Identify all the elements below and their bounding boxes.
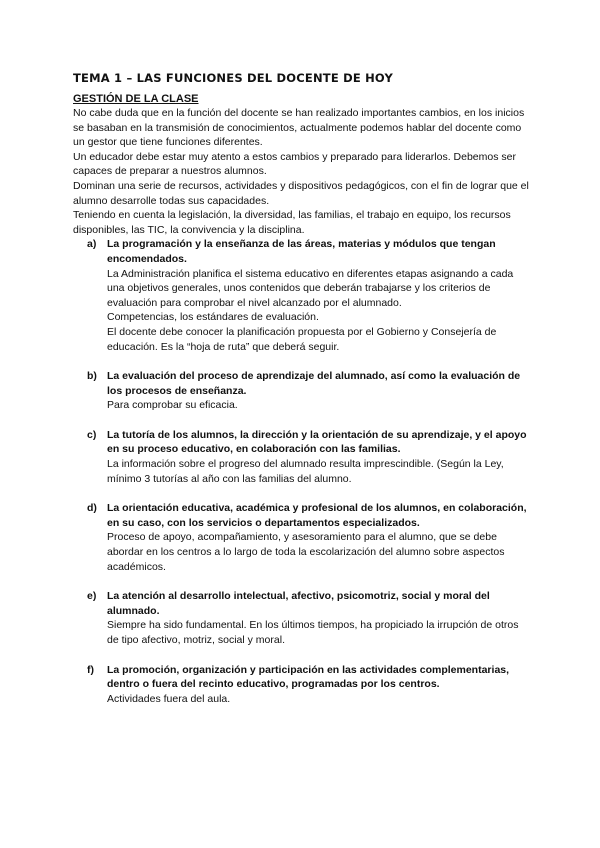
item-letter: e) (87, 590, 97, 603)
item-body: La Administración planifica el sistema educativo en diferentes etapas asignando a cada una objetivos generales, unos contenidos que deberán trabajarse y los criterios de evaluación para comprobar el nivel alcanzado por el alumnado. (107, 267, 514, 309)
item-letter: f) (87, 663, 94, 676)
intro-section (73, 106, 533, 237)
item-title: La evaluación del proceso de aprendizaje del alumnado, así como la evaluación de los procesos de enseñanza. (107, 370, 521, 397)
list-item-c (73, 428, 533, 486)
list-item-a (73, 237, 533, 354)
item-title: La orientación educativa, académica y profesional de los alumnos, en colaboración, en su caso, con los servicios o departamentos especializados. (107, 502, 527, 529)
intro-paragraph: Dominan una serie de recursos, actividades y dispositivos pedagógicos, con el fin de lograr que el alumno desarrolle todas sus capacidades. (73, 179, 529, 207)
intro-paragraph: Teniendo en cuenta la legislación, la diversidad, las familias, el trabajo en equipo, los recursos disponibles, las TIC, la convivencia y la disciplina. (73, 209, 511, 236)
section-title: GESTIÓN DE LA CLASE (73, 93, 199, 105)
item-body: Para comprobar su eficacia. (107, 399, 238, 412)
list-item-d (73, 501, 533, 574)
intro-paragraph: No cabe duda que en la función del docente se han realizado importantes cambios, en los inicios se basaban en la transmisión de conocimientos, actualmente podemos hablar del docente como un gestor que tiene funciones diferentes. (73, 107, 525, 149)
item-letter: d) (87, 502, 97, 515)
item-title: La programación y la enseñanza de las áreas, materias y módulos que tengan encomendados. (107, 238, 496, 265)
item-body: Competencias, los estándares de evaluación. (107, 311, 319, 324)
item-letter: a) (87, 238, 97, 251)
item-body: El docente debe conocer la planificación propuesta por el Gobierno y Consejería de educación. Es la “hoja de ruta” que deberá seguir. (107, 325, 497, 353)
list-item-e (73, 589, 533, 647)
item-letter: b) (87, 370, 97, 383)
item-title: La tutoría de los alumnos, la dirección y la orientación de su aprendizaje, y el apoyo en su proceso educativo, en colaboración con las familias. (107, 428, 527, 456)
item-title: La atención al desarrollo intelectual, afectivo, psicomotriz, social y moral del alumnado. (107, 590, 490, 617)
item-body: La información sobre el progreso del alumnado resulta imprescindible. (Según la Ley, mínimo 3 tutorías al año con las familias del alumno. (107, 458, 504, 485)
intro-paragraph: Un educador debe estar muy atento a estos cambios y preparado para liderarlos. Debemos ser capaces de preparar a nuestros alumnos. (73, 150, 516, 178)
document-page (73, 70, 533, 706)
item-letter: c) (87, 428, 97, 441)
functions-list (73, 237, 533, 706)
item-body: Siempre ha sido fundamental. En los últimos tiempos, ha propiciado la irrupción de otros de tipo afectivo, motriz, social y moral. (107, 619, 519, 646)
list-item-f (73, 663, 533, 707)
document-title: TEMA 1 – LAS FUNCIONES DEL DOCENTE DE HOY (73, 71, 394, 85)
list-item-b (73, 369, 533, 413)
item-body: Proceso de apoyo, acompañamiento, y asesoramiento para el alumno, que se debe abordar en los centros a lo largo de toda la escolarización del alumno sobre aspectos académicos. (107, 531, 505, 573)
item-title: La promoción, organización y participación en las actividades complementarias, dentro o fuera del recinto educativo, programadas por los centros. (107, 663, 510, 691)
item-body: Actividades fuera del aula. (107, 692, 231, 705)
